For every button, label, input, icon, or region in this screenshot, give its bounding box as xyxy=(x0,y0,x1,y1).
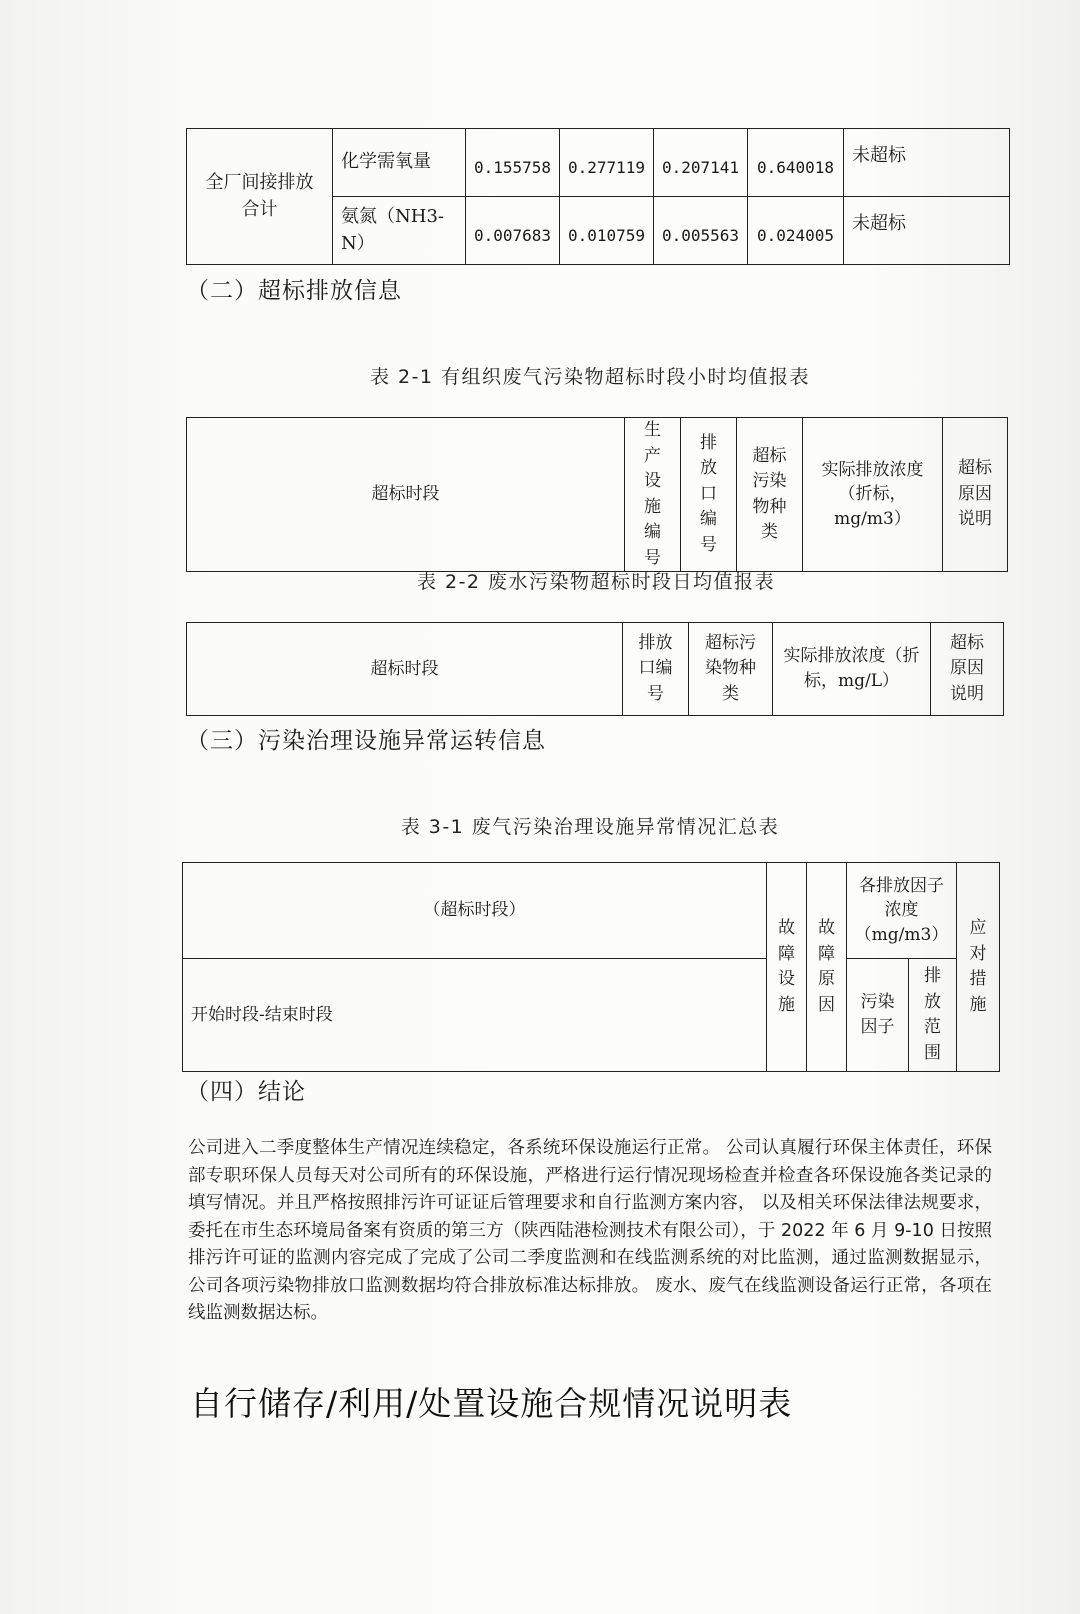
section-2-heading: （二）超标排放信息 xyxy=(186,278,402,304)
header-text: 超标原因说明 xyxy=(949,632,984,704)
section-3-heading: （三）污染治理设施异常运转信息 xyxy=(186,728,546,754)
status-cell: 未超标 xyxy=(844,197,1010,265)
pollutant-cell: 化学需氧量 xyxy=(333,129,466,197)
header-outlet-id xyxy=(681,418,737,572)
period-value: 开始时段-结束时段 xyxy=(183,959,767,1072)
header-text: 故障设施 xyxy=(777,918,795,1015)
table-2-2 xyxy=(186,622,1004,716)
row-label-line2: 合计 xyxy=(241,198,278,220)
section-4-heading: （四）结论 xyxy=(186,1079,306,1105)
header-text: 超标污染物种类 xyxy=(704,632,756,704)
table-2-2-caption: 表 2-2 废水污染物超标时段日均值报表 xyxy=(416,571,776,593)
value-cell: 0.010759 xyxy=(560,197,654,265)
table-3-1-caption: 表 3-1 废气污染治理设施异常情况汇总表 xyxy=(400,816,780,838)
value-cell: 0.005563 xyxy=(654,197,748,265)
header-period: 超标时段 xyxy=(187,623,623,716)
value-cell: 0.007683 xyxy=(466,197,560,265)
emission-total-table xyxy=(186,128,1010,265)
header-pollutant-factor xyxy=(847,959,909,1072)
header-period: （超标时段） xyxy=(183,863,767,959)
table-header-row xyxy=(187,418,1008,572)
header-reason xyxy=(931,623,1004,716)
value-cell: 0.207141 xyxy=(654,129,748,197)
header-concentration: 实际排放浓度（折标，mg/L） xyxy=(773,623,931,716)
row-label-line1: 全厂间接排放 xyxy=(205,172,314,194)
header-fault-facility xyxy=(767,863,807,1072)
status-cell: 未超标 xyxy=(844,129,1010,197)
table-row xyxy=(183,959,1000,1072)
header-emission-range xyxy=(909,959,957,1072)
header-text: 生产设施编号 xyxy=(643,420,661,568)
header-concentration: 实际排放浓度（折标，mg/m3） xyxy=(803,418,943,572)
value-cell: 0.277119 xyxy=(560,129,654,197)
conclusion-paragraph: 公司进入二季度整体生产情况连续稳定，各系统环保设施运行正常。 公司认真履行环保主体责任，环保部专职环保人员每天对公司所有的环保设施，严格进行运行情况现场检查并检查各环保设施各类记录的填写情况。并且严格按照排污许可证证后管理要求和自行监测方案内容， 以及相关环保法律法规要求，委托在市生态环境局备案有资质的第三方（陕西陆港检测技术有限公司），于 2022 年 6 月 9-10 日按照排污许可证的监测内容完成了完成了公司二季度监测和在线监测系统的对比监测，通过监测数据显示，公司各项污染物排放口监测数据均符合排放标准达标排放。 废水、废气在线监测设备运行正常，各项在线监测数据达标。 xyxy=(188,1138,992,1323)
value-cell: 0.640018 xyxy=(748,129,844,197)
header-text: 排放口编号 xyxy=(638,632,673,704)
value-cell: 0.155758 xyxy=(466,129,560,197)
header-reason xyxy=(943,418,1008,572)
header-text: 污染因子 xyxy=(860,991,895,1037)
pollutant-cell: 氨氮（NH3-N） xyxy=(333,197,466,265)
next-section-title: 自行储存/利用/处置设施合规情况说明表 xyxy=(190,1384,793,1423)
header-facility-id xyxy=(625,418,681,572)
header-pollutant-type xyxy=(689,623,773,716)
row-group-label xyxy=(187,129,333,265)
table-header-row xyxy=(183,863,1000,959)
header-fault-reason xyxy=(807,863,847,1072)
header-text: 故障原因 xyxy=(817,918,835,1015)
table-2-1-caption: 表 2-1 有组织废气污染物超标时段小时均值报表 xyxy=(369,366,811,388)
table-2-1 xyxy=(186,417,1008,572)
table-3-1 xyxy=(182,862,1000,1072)
table-row xyxy=(187,129,1010,197)
header-text: 应对措施 xyxy=(969,918,987,1015)
header-concentration: 各排放因子浓度（mg/m3） xyxy=(847,863,957,959)
header-outlet-id xyxy=(623,623,689,716)
header-period: 超标时段 xyxy=(187,418,625,572)
value-cell: 0.024005 xyxy=(748,197,844,265)
header-text: 排放范围 xyxy=(923,966,941,1063)
header-text: 超标污染物种类 xyxy=(752,445,787,542)
header-countermeasure xyxy=(957,863,1000,1072)
header-pollutant-type xyxy=(737,418,803,572)
table-header-row xyxy=(187,623,1004,716)
header-text: 超标原因说明 xyxy=(957,458,992,530)
header-text: 排放口编号 xyxy=(699,432,717,555)
